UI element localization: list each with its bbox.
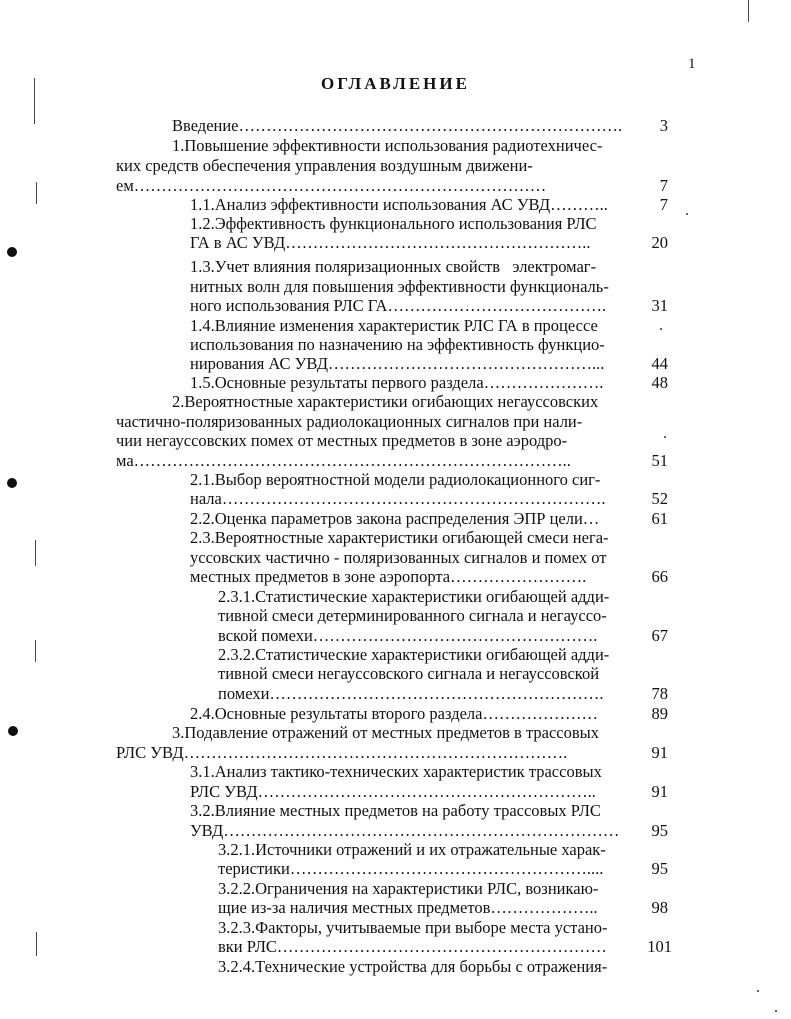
toc-line: нала…………………………………………………………….: [190, 489, 606, 508]
toc-line: 2.3.Вероятностные характеристики огибающей смеси нега-: [190, 528, 609, 547]
toc-page-number: 67: [651, 626, 668, 645]
toc-page-number: 89: [651, 704, 668, 723]
scan-speck: [660, 328, 662, 330]
toc-page-number: 7: [659, 176, 668, 195]
toc-line: 3.2.1.Источники отражений и их отражательные харак-: [218, 840, 606, 859]
toc-page-number: 3: [659, 116, 668, 135]
toc-line: 3.2.Влияние местных предметов на работу трассовых РЛС: [190, 801, 601, 820]
toc-line: теристики………………………………………………....: [218, 859, 604, 878]
toc-page-number: 78: [651, 684, 668, 703]
margin-mark: [34, 78, 35, 124]
toc-line: 3.Подавление отражений от местных предметов в трассовых: [172, 723, 599, 742]
toc-page-number: 91: [651, 782, 668, 801]
toc-line: 1.3.Учет влияния поляризационных свойств электромаг-: [190, 257, 597, 276]
page-number: 1: [688, 56, 696, 72]
toc-page-number: 91: [651, 743, 668, 762]
toc-line: ких средств обеспечения управления воздушным движени-: [116, 156, 533, 175]
toc-line: тивной смеси негауссовского сигнала и негауссовской: [218, 664, 600, 683]
toc-line: 2.3.2.Статистические характеристики огибающей адди-: [218, 645, 610, 664]
toc-line: 1.1.Анализ эффективности использования АС УВД………..: [190, 195, 608, 214]
toc-line: помехи…………………………………………………….: [218, 684, 604, 703]
toc-line: вской помехи…………………………………………….: [218, 626, 598, 645]
toc-page-number: 66: [651, 567, 668, 586]
toc-line: 3.2.2.Ограничения на характеристики РЛС, возникаю-: [218, 879, 599, 898]
margin-mark: [748, 0, 749, 22]
toc-line: Введение…………………………………………………………….: [172, 116, 623, 135]
toc-line: нитных волн для повышения эффективности функциональ-: [190, 277, 609, 296]
margin-mark: [36, 182, 37, 204]
page-title: ОГЛАВЛЕНИЕ: [321, 74, 470, 93]
toc-line: местных предметов в зоне аэропорта…………………….: [190, 567, 587, 586]
scan-speck: [664, 436, 666, 438]
toc-line: 2.3.1.Статистические характеристики огибающей адди-: [218, 587, 610, 606]
toc-line: 2.2.Оценка параметров закона распределения ЭПР цели…: [190, 509, 600, 528]
punch-hole-mark: [7, 247, 17, 257]
margin-mark: [35, 540, 36, 566]
scan-speck: [757, 990, 759, 992]
punch-hole-mark: [7, 478, 17, 488]
toc-line: ного использования РЛС ГА………………………………….: [190, 296, 607, 315]
toc-line: УВД………………………………………………………………: [190, 821, 620, 840]
toc-line: 1.Повышение эффективности использования радиотехничес-: [172, 136, 603, 155]
toc-page-number: 20: [651, 233, 668, 252]
scan-speck: [775, 1010, 777, 1012]
toc-line: 3.2.3.Факторы, учитываемые при выборе места устано-: [218, 918, 608, 937]
toc-line: РЛС УВД…………………………………………………………….: [116, 743, 568, 762]
toc-line: ГА в АС УВД………………………………………………..: [190, 233, 591, 252]
toc-line: уссовских частично - поляризованных сигналов и помех от: [190, 548, 607, 567]
toc-line: 2.4.Основные результаты второго раздела…………………: [190, 704, 598, 723]
toc-line: 2.1.Выбор вероятностной модели радиолокационного сиг-: [190, 470, 601, 489]
toc-page-number: 61: [651, 509, 668, 528]
toc-page-number: 101: [647, 937, 672, 956]
toc-line: использования по назначению на эффективность функцио-: [190, 335, 605, 354]
toc-page-number: 7: [659, 195, 668, 214]
toc-line: 2.Вероятностные характеристики огибающих негауссовских: [172, 392, 599, 411]
toc-line: 3.1.Анализ тактико-технических характеристик трассовых: [190, 762, 602, 781]
toc-line: 1.2.Эффективность функционального использования РЛС: [190, 214, 597, 233]
toc-line: ем…………………………………………………………………: [116, 176, 547, 195]
toc-line: ма……………………………………………………………………..: [116, 451, 571, 470]
toc-line: нирования АС УВД…………………………………………...: [190, 354, 605, 373]
toc-page-number: 51: [651, 451, 668, 470]
toc-page-number: 95: [651, 859, 668, 878]
scan-speck: [686, 213, 688, 215]
toc-line: 3.2.4.Технические устройства для борьбы с отражения-: [218, 957, 608, 976]
toc-page-number: 95: [651, 821, 668, 840]
toc-page-number: 98: [651, 898, 668, 917]
punch-hole-mark: [8, 726, 18, 736]
toc-page-number: 44: [651, 354, 668, 373]
toc-line: частично-поляризованных радиолокационных сигналов при нали-: [116, 412, 583, 431]
toc-line: вки РЛС……………………………………………………: [218, 937, 607, 956]
toc-line: 1.4.Влияние изменения характеристик РЛС ГА в процессе: [190, 316, 598, 335]
toc-line: 1.5.Основные результаты первого раздела………………….: [190, 373, 604, 392]
margin-mark: [36, 932, 37, 956]
toc-line: щие из-за наличия местных предметов………………..: [218, 898, 598, 917]
toc-line: тивной смеси детерминированного сигнала и негауссо-: [218, 606, 607, 625]
toc-line: РЛС УВД……………………………………………………..: [190, 782, 596, 801]
margin-mark: [35, 640, 36, 662]
toc-page-number: 48: [651, 373, 668, 392]
toc-line: чии негауссовских помех от местных предметов в зоне аэродро-: [116, 431, 568, 450]
toc-page-number: 31: [651, 296, 668, 315]
toc-page-number: 52: [651, 489, 668, 508]
